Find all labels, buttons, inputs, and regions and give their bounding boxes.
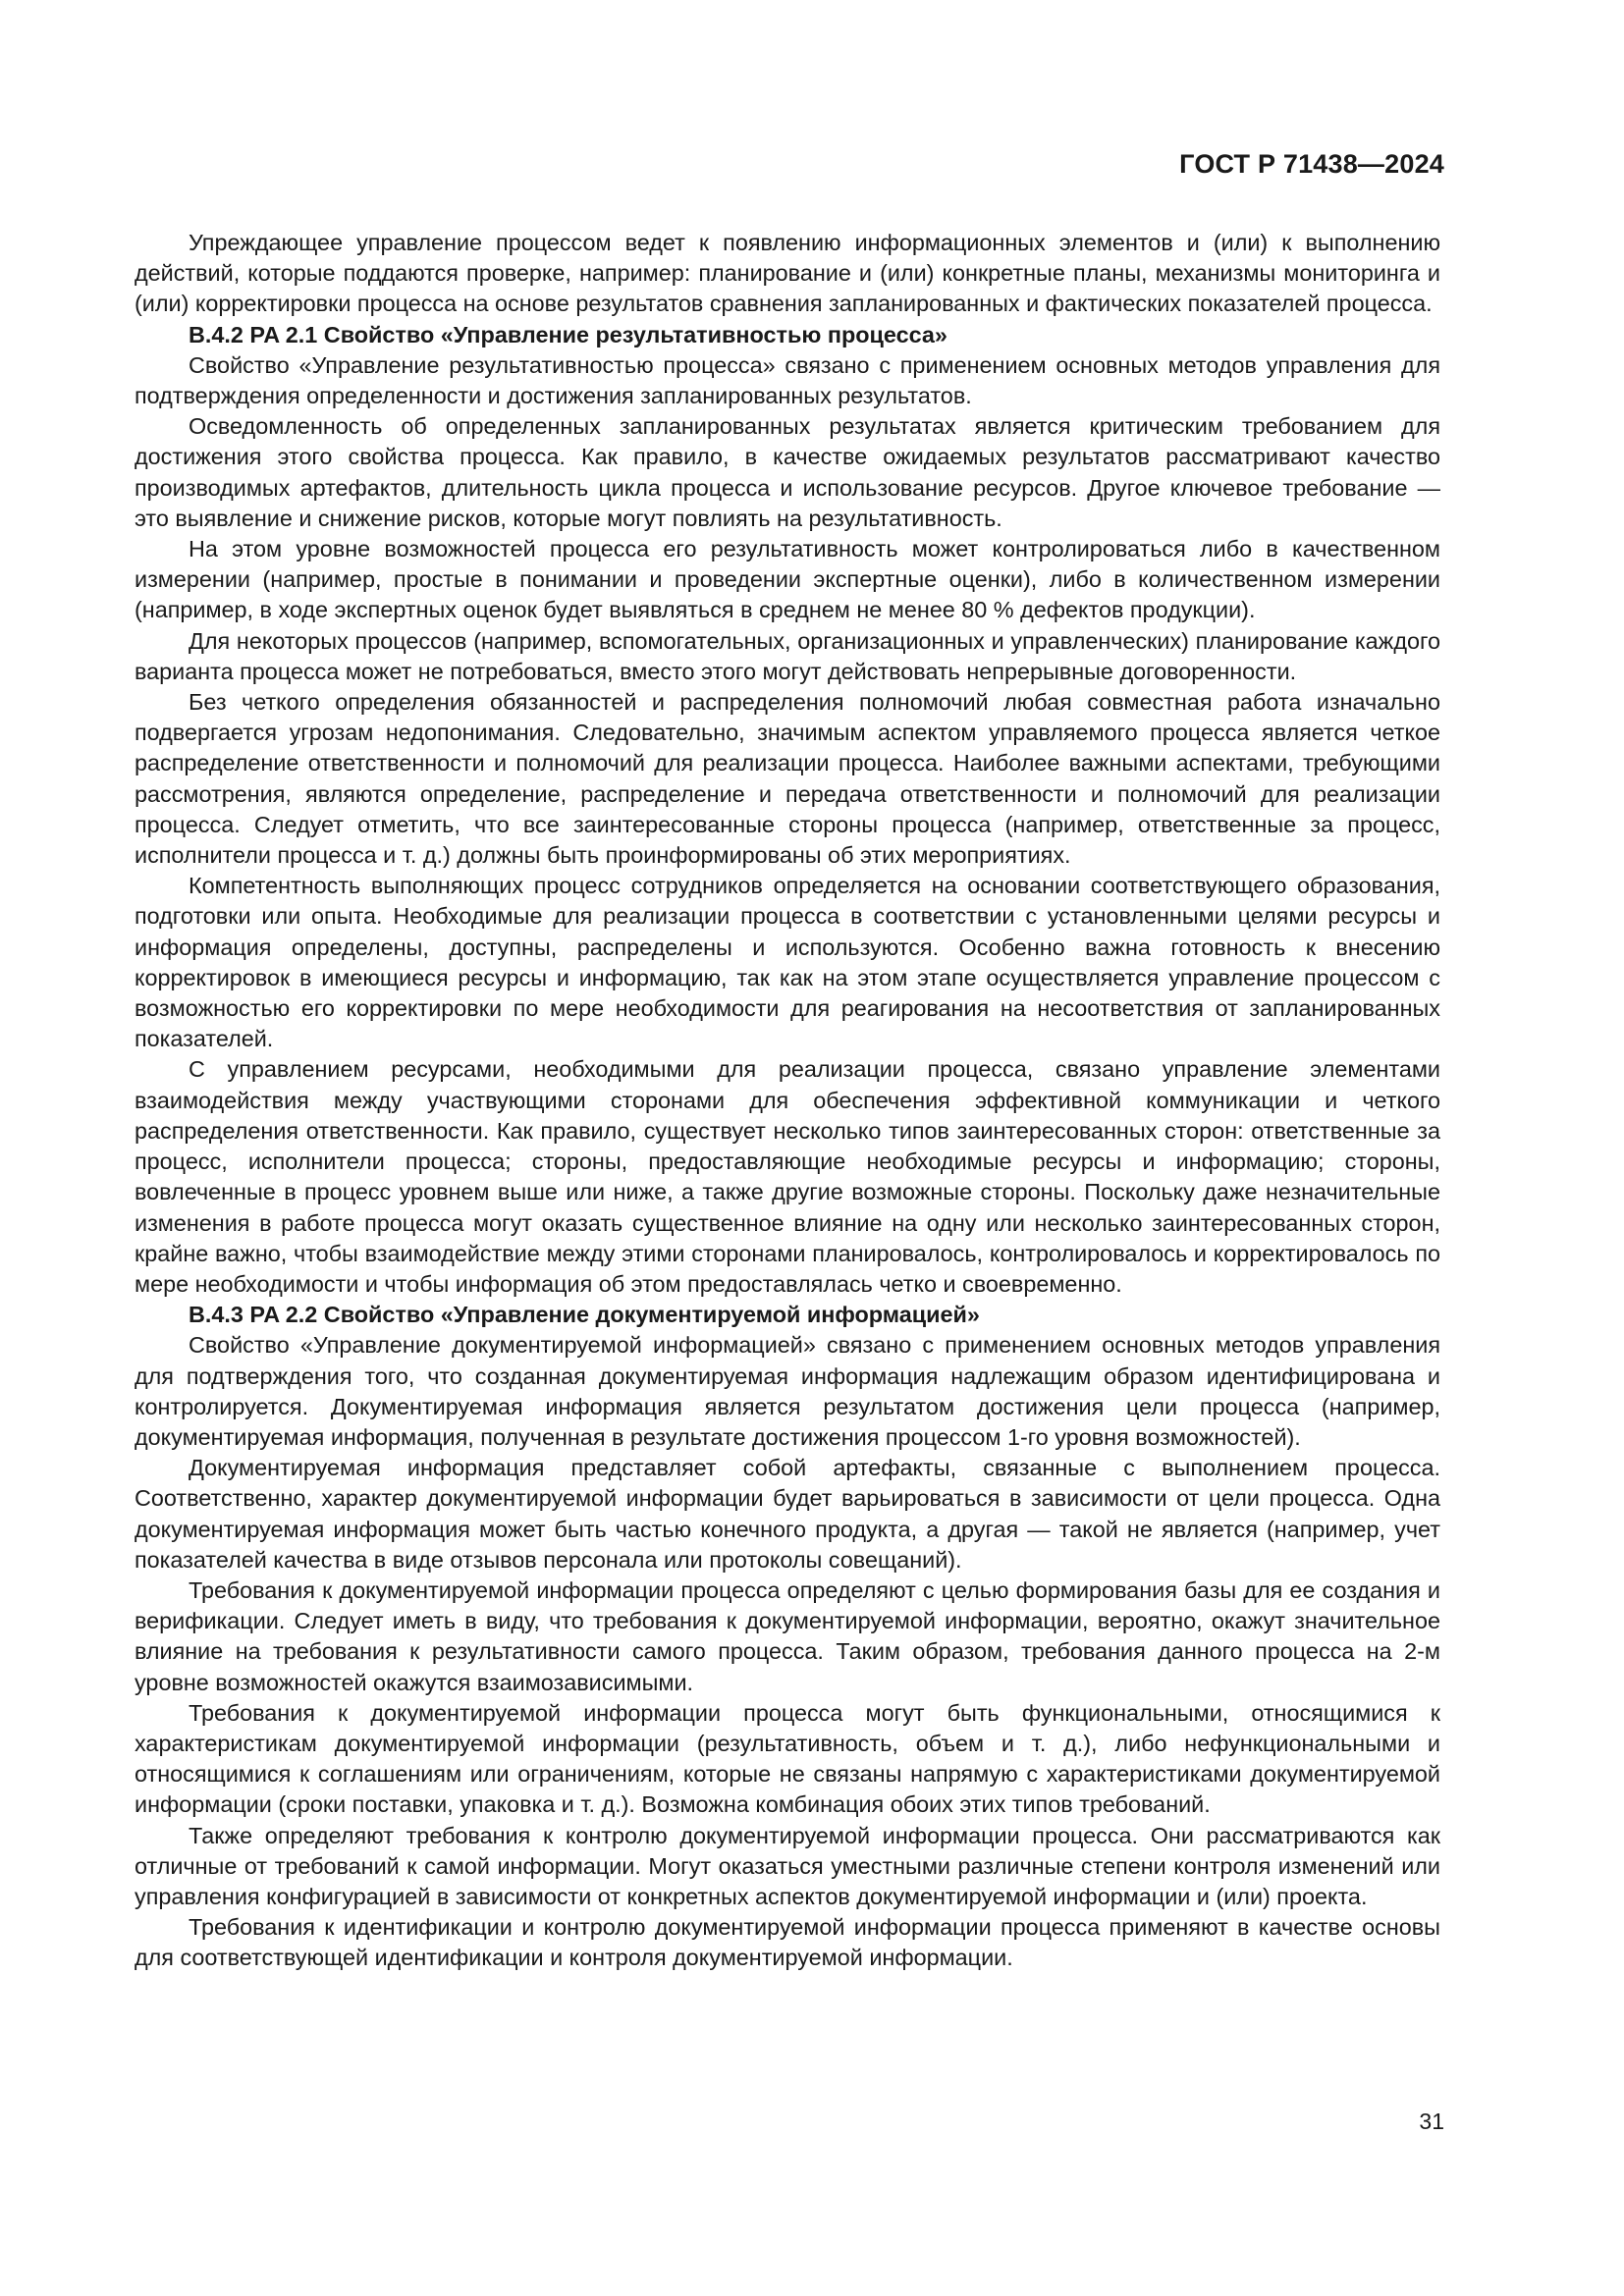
paragraph: Требования к идентификации и контролю документируемой информации процесса применяют в качестве основы для соответствующей идентификации и контроля документируемой информации. [135, 1914, 1440, 1971]
paragraph: Свойство «Управление результативностью процесса» связано с применением основных методов управления для подтверждения определенности и достижения запланированных результатов. [135, 351, 1440, 409]
paragraph: Требования к документируемой информации процесса определяют с целью формирования базы для ее создания и верификации. Следует иметь в виду, что требования к документируемой информации, вероятно, окажут значительное влияние на требования к результативности самого процесса. Таким образом, требования данного процесса на 2-м уровне возможностей окажутся взаимозависимыми. [135, 1576, 1440, 1695]
page-number: 31 [1419, 2109, 1444, 2134]
paragraph: Без четкого определения обязанностей и распределения полномочий любая совместная работа изначально подвергается угрозам недопонимания. Следовательно, значимым аспектом управляемого процесса является четкое распределение ответственности и полномочий для реализации процесса. Наиболее важными аспектами, требующими рассмотрения, являются определение, распределение и передача ответственности и полномочий для реализации процесса. Следует отметить, что все заинтересованные стороны процесса (например, ответственные за процесс, исполнители процесса и т. д.) должны быть проинформированы об этих мероприятиях. [135, 689, 1440, 869]
paragraph: Упреждающее управление процессом ведет к появлению информационных элементов и (или) к выполнению действий, которые поддаются проверке, например: планирование и (или) конкретные планы, механизмы мониторинга и (или) корректировки процесса на основе результатов сравнения запланированных и фактических показателей процесса. [135, 230, 1440, 317]
standard-code-header: ГОСТ Р 71438—2024 [1179, 149, 1444, 179]
paragraph: Компетентность выполняющих процесс сотрудников определяется на основании соответствующего образования, подготовки или опыта. Необходимые для реализации процесса в соответствии с установленными целями ресурсы и информация определены, доступны, распределены и используются. Особенно важна готовность к внесению корректировок в имеющиеся ресурсы и информацию, так как на этом этапе осуществляется управление процессом с возможностью его корректировки по мере необходимости для реагирования на несоответствия от запланированных показателей. [135, 873, 1440, 1052]
paragraph: Также определяют требования к контролю документируемой информации процесса. Они рассматриваются как отличные от требований к самой информации. Могут оказаться уместными различные степени контроля изменений или управления конфигурацией в зависимости от конкретных аспектов документируемой информации и (или) проекта. [135, 1822, 1440, 1909]
paragraph: Свойство «Управление документируемой информацией» связано с применением основных методов управления для подтверждения того, что созданная документируемая информация надлежащим образом идентифицирована и контролируется. Документируемая информация является результатом достижения цели процесса (например, документируемая информация, полученная в результате достижения процессом 1-го уровня возможностей). [135, 1332, 1440, 1450]
document-body [135, 228, 1440, 1974]
paragraph: С управлением ресурсами, необходимыми для реализации процесса, связано управление элементами взаимодействия между участвующими сторонами для обеспечения эффективной коммуникации и четкого распределения ответственности. Как правило, существует несколько типов заинтересованных сторон: ответственные за процесс, исполнители процесса; стороны, предоставляющие необходимые ресурсы и информацию; стороны, вовлеченные в процесс уровнем выше или ниже, а также другие возможные стороны. Поскольку даже незначительные изменения в работе процесса могут оказать существенное влияние на одну или несколько заинтересованных сторон, крайне важно, чтобы взаимодействие между этими сторонами планировалось, контролировалось и корректировалось по мере необходимости и чтобы информация об этом предоставлялась четко и своевременно. [135, 1056, 1440, 1297]
paragraph: Требования к документируемой информации процесса могут быть функциональными, относящимися к характеристикам документируемой информации (результативность, объем и т. д.), либо нефункциональными и относящимися к соглашениям или ограничениям, которые не связаны напрямую с характеристиками документируемой информации (сроки поставки, упаковка и т. д.). Возможна комбинация обоих этих типов требований. [135, 1699, 1440, 1818]
paragraph: Для некоторых процессов (например, вспомогательных, организационных и управленческих) планирование каждого варианта процесса может не потребоваться, вместо этого могут действовать непрерывные договоренности. [135, 627, 1440, 684]
paragraph: Документируемая информация представляет собой артефакты, связанные с выполнением процесса. Соответственно, характер документируемой информации будет варьироваться в зависимости от цели процесса. Одна документируемая информация может быть частью конечного продукта, а другая — такой не является (например, учет показателей качества в виде отзывов персонала или протоколы совещаний). [135, 1455, 1440, 1573]
paragraph: На этом уровне возможностей процесса его результативность может контролироваться либо в качественном измерении (например, простые в понимании и проведении экспертные оценки), либо в количественном измерении (например, в ходе экспертных оценок будет выявляться в среднем не менее 80 % дефектов продукции). [135, 536, 1440, 623]
section-heading-b43: В.4.3 PA 2.2 Свойство «Управление документируемой информацией» [189, 1302, 980, 1328]
paragraph: Осведомленность об определенных запланированных результатах является критическим требованием для достижения этого свойства процесса. Как правило, в качестве ожидаемых результатов рассматривают качество производимых артефактов, длительность цикла процесса и использование ресурсов. Другое ключевое требование — это выявление и снижение рисков, которые могут повлиять на результативность. [135, 413, 1440, 531]
section-heading-b42: В.4.2 PA 2.1 Свойство «Управление результативностью процесса» [189, 321, 947, 347]
